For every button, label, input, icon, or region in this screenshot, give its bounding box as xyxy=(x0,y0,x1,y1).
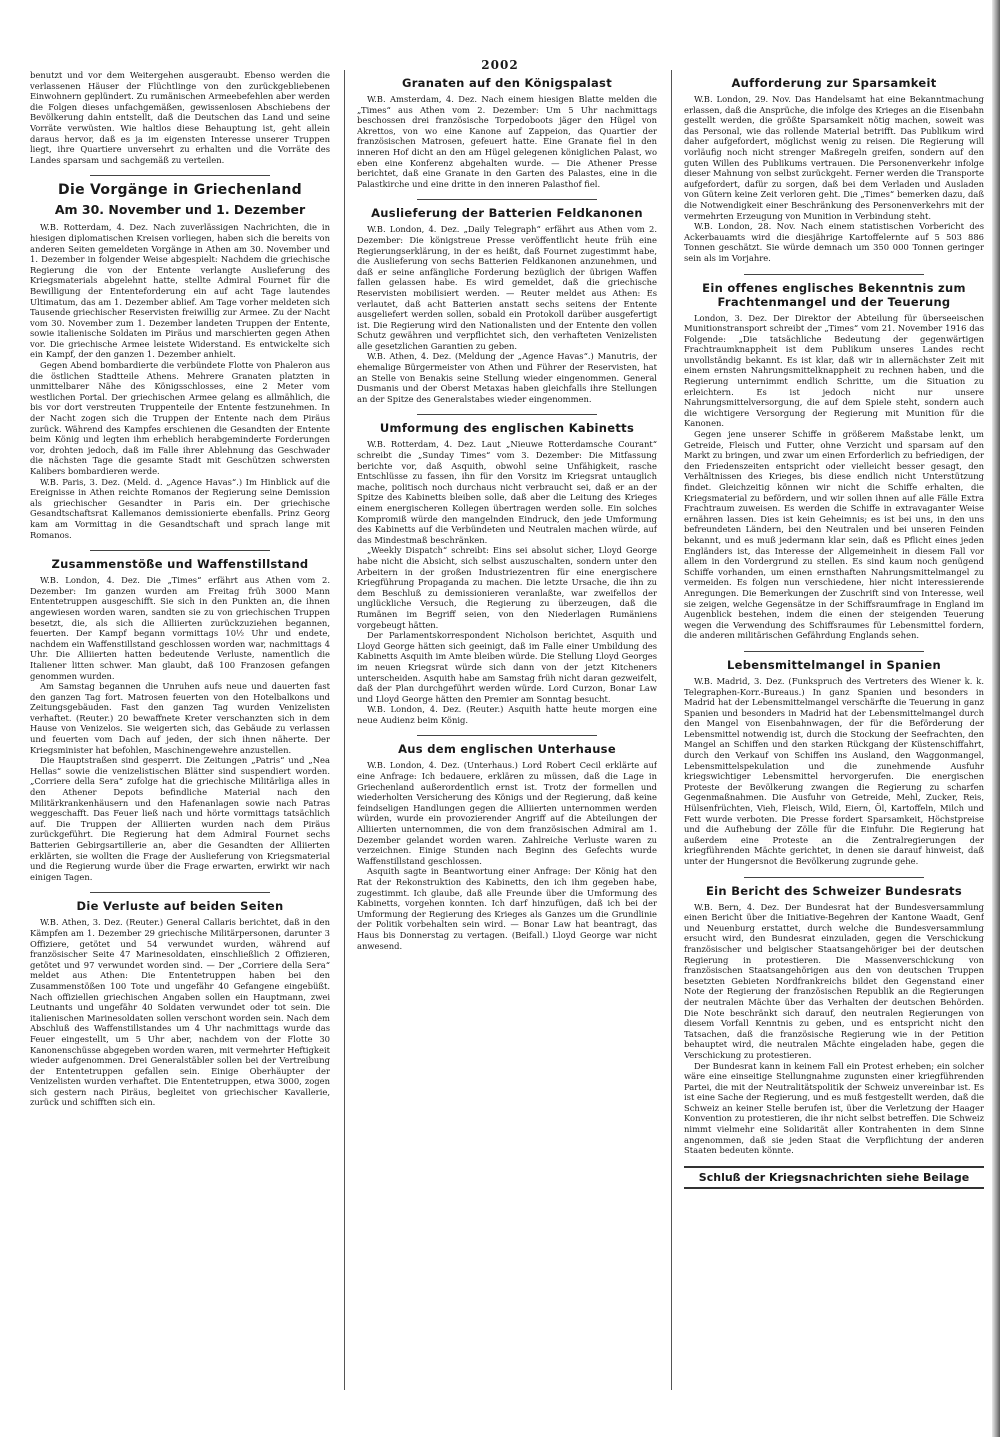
article-grenades-palace xyxy=(357,76,657,189)
article-freight-shortage xyxy=(684,281,984,641)
article-paragraph: W.B. London, 4. Dez. (Unterhaus.) Lord Robert Cecil erklärte auf eine Anfrage: Ich bedauere, erklären zu müssen, daß die Lage in Griechenland außerordentlich ernst ist. Trotz der formellen und wiederholten Versicherung des Königs und der Regierung, daß keine feindseligen Handlungen gegen die Alliierten unternommen werden würden, wurde ein provozierender Angriff auf die Abteilungen der Alliierten unternommen, die von dem französischen Admiral am 1. Dezember gelandet worden waren. Zahlreiche Verluste waren zu verzeichnen. Einige Stunden nach Beginn des Gefechts wurde Waffenstillstand geschlossen. xyxy=(357,760,657,866)
article-headline: Die Vorgänge in Griechenland xyxy=(58,182,302,199)
article-headline: Zusammenstöße und Waffenstillstand xyxy=(51,557,309,572)
article-headline: Aufforderung zur Sparsamkeit xyxy=(731,76,937,90)
article-paragraph: W.B. Athen, 3. Dez. (Reuter.) General Callaris berichtet, daß in den Kämpfen am 1. Dezember 29 griechische Militärpersonen, darunter 3 Offiziere, getötet und 54 verwundet wurden, während auf französischer Seite 47 Marinesoldaten, einschließlich 2 Offizieren, getötet und 97 verwundet worden sind. — Der „Corriere della Sera“ meldet aus Athen: Die Ententetruppen haben bei den Zusammenstößen 100 Tote und ungefähr 40 Gefangene eingebüßt. Nach offiziellen griechischen Angaben sollen ein Hauptmann, zwei Leutnants und ungefähr 40 Soldaten verwundet oder tot sein. Die italienischen Marinesoldaten sollen verschont worden sein. Nach dem Abschluß des Waffenstillstandes um 4 Uhr nachmittags wurde das Feuer eingestellt, um 5 Uhr aber, nachdem von der Flotte 30 Kanonenschüsse abgegeben worden waren, mit vermehrter Heftigkeit wieder aufgenommen. Drei Generalstäbler sollen bei der Vertreibung der Ententetruppen gefallen sein. Einige Oberhäupter der Venizelisten wurden verhaftet. Die Ententetruppen, etwa 3000, zogen sich gestern nach Piräus, begleitet von griechischer Kavallerie, zurück und schifften sich ein. xyxy=(30,917,330,1108)
article-losses xyxy=(30,899,330,1108)
article-continuation xyxy=(30,70,330,165)
divider xyxy=(744,877,924,878)
divider xyxy=(744,651,924,652)
column-1 xyxy=(30,70,330,1390)
article-headline: Lebensmittelmangel in Spanien xyxy=(727,657,941,672)
article-paragraph: W.B. Amsterdam, 4. Dez. Nach einem hiesigen Blatte melden die „Times“ aus Athen vom 2. Dezember: Um 5 Uhr nachmittags beschossen drei französische Torpedoboots jäger den Hügel von Akrettos, von wo eine Kanone auf Zappeion, das Quartier der französischen Matrosen, gefeuert hatte. Eine Granate fiel in den inneren Hof dicht an den am Hügel gelegenen königlichen Palast, wo eben eine Konferenz abgehalten wurde. — Die Athener Presse berichtet, daß eine Granate in den Garten des Palastes, eine in die Palastkirche und eine dritte in den inneren Palasthof fiel. xyxy=(357,94,657,189)
divider xyxy=(744,274,924,275)
column-2 xyxy=(357,70,657,1390)
newspaper-columns xyxy=(30,70,985,1390)
article-paragraph: W.B. Paris, 3. Dez. (Meld. d. „Agence Havas“.) Im Hinblick auf die Ereignisse in Athen reichte Romanos der Regierung seine Demission als griechischer Gesandter in Paris ein. Der griechische Gesandtschaftsrat Kallemanos demissionierte ebenfalls. Prinz Georg kam am Vormittag in die Gesandtschaft und sprach lange mit Romanos. xyxy=(30,476,330,540)
column-3 xyxy=(684,70,984,1390)
article-paragraph: W.B. Athen, 4. Dez. (Meldung der „Agence Havas“.) Manutris, der ehemalige Bürgermeister von Athen und Führer der Reservisten, hat an Stelle von Benakis seine Stellung wieder eingenommen. General Dusmanis und der Oberst Metaxas haben gleichfalls ihre Stellungen an der Spitze des Generalstabes wieder eingenommen. xyxy=(357,351,657,404)
article-house-of-commons xyxy=(357,742,657,951)
article-paragraph: W.B. London, 29. Nov. Das Handelsamt hat eine Bekanntmachung erlassen, daß die Ansprüche, die infolge des Krieges an die Eisenbahn gestellt werden, die größte Sparsamkeit nötig machen, soweit was das Personal, wie das rollende Material betrifft. Das Publikum wird daher aufgefordert, möglichst wenig zu reisen. Die Regierung will vorläufig noch nicht strenger Maßregeln greifen, sondern auf den guten Willen des Publikums vertrauen. Die Personenverkehr infolge dieser Mahnung von selbst zurückgeht. Ferner werden die Transporte aufgefordert, dafür zu sorgen, daß bei dem Verladen und Ausladen von Gütern keine Zeit verloren geht. Die „Times“ bemerken dazu, daß die Notwendigkeit einer Beschränkung des Personenverkehrs mit der vermehrten Erzeugung von Munition in Verbindung steht. xyxy=(684,94,984,221)
article-paragraph: W.B. London, 4. Dez. Die „Times“ erfährt aus Athen vom 2. Dezember: Im ganzen wurden am Freitag früh 3000 Mann Ententetruppen ausgeschifft. Sie sich in den Punkten an, die ihnen angewiesen worden waren, sandten sie zu von griechischen Truppen besetzt, die, als sich die Alliierten zurückzuziehen begannen, feuerten. Der Kampf begann vormittags 10½ Uhr und endete, nachdem ein Waffenstillstand geschlossen worden war, nachmittags 4 Uhr. Die Alliierten hatten bedeutende Verluste, namentlich die Italiener litten schwer. Man glaubt, daß 100 Franzosen gefangen genommen wurden. xyxy=(30,575,330,681)
article-paragraph: W.B. Rotterdam, 4. Dez. Laut „Nieuwe Rotterdamsche Courant“ schreibt die „Sunday Times“ vom 3. Dezember: Die Mitfassung berichte vor, daß Asquith, obwohl seine Unfähigkeit, rasche Entschlüsse zu fassen, ihn für den Vorsitz im Kriegsrat untauglich mache, politisch noch durchaus nicht verbraucht sei, daß er an der Spitze des Kabinetts bleiben solle, daß aber die Leitung des Krieges einem energischeren Kollegen übertragen werden solle. Ein solches Kompromiß würde den mangelnden Eindruck, den jede Umformung des Kabinetts auf die Verbündeten und Neutralen machen würde, auf das Mindestmaß beschränken. xyxy=(357,439,657,545)
article-headline: Auslieferung der Batterien Feldkanonen xyxy=(371,206,643,221)
article-paragraph: Der Bundesrat kann in keinem Fall ein Protest erheben; ein solcher wäre eine einseitige Stellungnahme zugunsten einer kriegführenden Partei, die mit der Neutralitätspolitik der Schweiz unvereinbar ist. Es ist eine Sache der Regierung, und es muß festgestellt werden, daß die Schweiz an keiner Stelle berufen ist, über die Verletzung der Haager Konvention zu protestieren, die ihr nicht selbst betreffen. Die Schweiz nimmt vielmehr eine Solidarität aller Kontrahenten in dem Sinne angenommen, daß sie jeden Staat die Verpflichtung der anderen Staaten bedeuten könnte. xyxy=(684,1060,984,1156)
article-paragraph: W.B. Madrid, 3. Dez. (Funkspruch des Vertreters des Wiener k. k. Telegraphen-Korr.-Bureaus.) In ganz Spanien und besonders in Madrid hat der Lebensmittelmangel verschärfte die Teuerung in ganz Spanien und besonders in Madrid hat der Lebensmittelmangel durch den Mangel von Eisenbahnwagen, der für die Beförderung der Lebensmittel notwendig ist, durch die Stockung der Seefrachten, den Mangel an Schiffen und den starken Rückgang der Küstenschiffahrt, durch den Verkauf von Schiffen ins Ausland, den Waggonmangel, Lebensmittelspekulation und die zunehmende Ausfuhr kriegswichtiger Lebensmittel hervorgerufen. Die energischen Proteste der Bevölkerung zwangen die Regierung zu scharfen Gegenmaßnahmen. Die Ausfuhr von Getreide, Mehl, Zucker, Reis, Hülsenfrüchten, Vieh, Fleisch, Wild, Eiern, Öl, Kartoffeln, Milch und Fett wurde verboten. Die Presse fordert Sparsamkeit, Höchstpreise und die Aufhebung der Zölle für die Einfuhr. Die Regierung hat außerdem eine Proteste an die Zentralregierungen der kriegführenden Mächte gerichtet, in denen sie darauf hinweist, daß unter der Hungersnot die Bevölkerung zugrunde gehe. xyxy=(684,675,984,866)
article-paragraph: London, 3. Dez. Der Direktor der Abteilung für überseeischen Munitionstransport schreibt der „Times“ vom 21. November 1916 das Folgende: „Die tatsächliche Bedeutung der gegenwärtigen Frachtraumknappheit ist dem Publikum unseres Landes recht unvollständig bekannt. Es ist klar, daß wir in allernächster Zeit mit einem ernsten Nahrungsmittelknappheit zu rechnen haben, und die Regierung unternimmt endlich Schritte, um die Situation zu erleichtern. Es ist jedoch nicht nur unsere Nahrungsmittelversorgung, die auf dem Spiele steht, sondern auch die wichtigere Versorgung der Regierung mit Munition für die Kanonen. xyxy=(684,312,984,429)
article-headline: Granaten auf den Königspalast xyxy=(401,76,613,90)
closing-note: Schluß der Kriegsnachrichten siehe Beilage xyxy=(684,1166,984,1189)
article-headline: Ein Bericht des Schweizer Bundesrats xyxy=(706,883,962,898)
article-paragraph: W.B. Bern, 4. Dez. Der Bundesrat hat der Bundesversammlung einen Bericht über die Initiative-Begehren der Kantone Waadt, Genf und Neuenburg erstattet, durch welche die Bundesversammlung ersucht wird, den Bundesrat einzuladen, gegen die Verschickung französischer und belgischer Staatsangehöriger bei der deutschen Regierung in protestieren. Die Massenverschickung von französischen Staatsangehörigen aus den von deutschen Truppen besetzten Gebieten Nordfrankreichs bildet den Gegenstand einer Note der Regierung der französischen Republik an die Regierungen der neutralen Mächte über das Verhalten der deutschen Behörden. Die Note beschränkt sich darauf, den neutralen Regierungen von diesem Vorfall Kenntnis zu geben, und es entspricht nicht den Tatsachen, daß die französische Regierung wie in der Petition behauptet wird, die neutralen Mächte eingeladen habe, gegen die Verschickung zu protestieren. xyxy=(684,901,984,1060)
article-paragraph: W.B. London, 28. Nov. Nach einem statistischen Vorbericht des Ackerbauamts wird die diesjährige Kartoffelernte auf 5 503 886 Tonnen geschätzt. Sie würde demnach um 350 000 Tonnen geringer sein als im Vorjahre. xyxy=(684,221,984,263)
divider xyxy=(90,175,270,176)
article-paragraph: W.B. London, 4. Dez. „Daily Telegraph“ erfährt aus Athen vom 2. Dezember: Die königstreue Presse veröffentlicht heute früh eine Regierungserklärung, in der es heißt, daß Fournet zugestimmt habe, die Auslieferung von sechs Batterien Feldkanonen anzunehmen, und daß er seine anfängliche Forderung bezüglich der übrigen Waffen fallen gelassen habe. Es wird gemeldet, daß die griechische Reservisten mobilisiert werden. — Reuter meldet aus Athen: Es verlautet, daß acht Batterien anstatt sechs seitens der Entente ausgeliefert werden sollen, sobald ein Protokoll darüber ausgefertigt ist. Die Regierung wird den Nationalisten und der Entente den vollen Schutz gewähren und verpflichtet sich, den verhafteten Venizelisten alle gesetzlichen Garantien zu geben. xyxy=(357,224,657,351)
article-paragraph: „Weekly Dispatch“ schreibt: Eins sei absolut sicher, Lloyd George habe nicht die Absicht, sich selbst auszuschalten, sondern unter den Arbeitern in der großen Industriezentren für eine energischere Kriegführung Propaganda zu machen. Die letzte Ursache, die ihn zu dem Beschluß zu demissionieren veranlaßte, war zweifellos der unglückliche Versuch, die Regierung zu überzeugen, daß die Rumänen im Begriff seien, von den Niederlagen Rumäniens vorgebeugt hätten. xyxy=(357,545,657,630)
article-clashes-ceasefire xyxy=(30,557,330,882)
article-batteries xyxy=(357,206,657,404)
article-headline: Die Verluste auf beiden Seiten xyxy=(76,899,284,914)
article-paragraph: Gegen Abend bombardierte die verbündete Flotte von Phaleron aus die östlichen Stadtteile Athens. Mehrere Granaten platzten in unmittelbarer Nähe des Königsschlosses, eine 2 Meter vom westlichen Portal. Der griechischen Armee gelang es allmählich, die bis vor dort verstreuten Truppenteile der Entente festzunehmen. In der Nacht zogen sich die Truppen der Entente nach dem Piräus zurück. Während des Kampfes erschienen die Gesandten der Entente beim König und legten ihm erheblich herabgeminderte Forderungen vor, drohten jedoch, daß im Falle ihrer Ablehnung das Geschwader die nächsten Tage die gesamte Stadt mit Geschützen schwersten Kalibers bombardieren werde. xyxy=(30,360,330,476)
divider xyxy=(90,892,270,893)
article-cabinet xyxy=(357,421,657,725)
article-paragraph: Der Parlamentskorrespondent Nicholson berichtet, Asquith und Lloyd George hätten sich geeinigt, daß im Falle einer Umbildung des Kabinetts Asquith im Amte bleiben würde. Die Stellung Lloyd Georges im neuen Kriegsrat würde sich dann von der jetzt Kitcheners unterscheiden. Asquith habe am Samstag früh nicht daran gezweifelt, daß der Plan durchgeführt werden würde. Lord Curzon, Bonar Law und Lloyd George hätten den Premier am Sonntag besucht. xyxy=(357,630,657,704)
article-headline: Aus dem englischen Unterhause xyxy=(398,742,616,757)
page-edge-shadow xyxy=(992,0,1000,1437)
divider xyxy=(417,414,597,415)
divider xyxy=(417,199,597,200)
article-headline: Umformung des englischen Kabinetts xyxy=(379,421,635,436)
article-paragraph: Am Samstag begannen die Unruhen aufs neue und dauerten fast den ganzen Tag fort. Matrosen feuerten von den Hotelbalkons und Zeitungsgebäuden. Fast den ganzen Tag wurden Venizelisten verhaftet. (Reuter.) 20 bewaffnete Kreter verschanzten sich in dem Hause von Venizelos. Sie weigerten sich, das Gebäude zu verlassen und feuerten vom Dach auf jeden, der sich ihnen näherte. Der Kriegsminister hat befohlen, Maschinengewehre anzustellen. xyxy=(30,681,330,755)
article-swiss-report xyxy=(684,884,984,1156)
page-number: 2002 xyxy=(481,58,519,72)
article-paragraph: W.B. London, 4. Dez. (Reuter.) Asquith hatte heute morgen eine neue Audienz beim König. xyxy=(357,704,657,725)
divider xyxy=(417,735,597,736)
article-spain-food xyxy=(684,658,984,867)
article-paragraph: Asquith sagte in Beantwortung einer Anfrage: Der König hat den Rat der Rekonstruktion des Kabinetts, den ich ihm gegeben habe, zugestimmt. Ich glaube, daß alle Freunde über die Umformung des Kabinetts, vorgehen konnten. Ich darf hinzufügen, daß ich bei der Umformung der Regierung des Krieges als Ganzes um die Grundlinie der Politik vorbehalten sein wird. — Bonar Law hat beantragt, das Haus bis Donnerstag zu vertagen. (Beifall.) Lloyd George war nicht anwesend. xyxy=(357,866,657,951)
article-paragraph: Die Hauptstraßen sind gesperrt. Die Zeitungen „Patris“ und „Nea Hellas“ sowie die venizelistischen Blätter sind suspendiert worden. „Corriere della Sera“ zufolge hat die griechische Militärliga alles in den Athener Depots befindliche Material nach den Militärkrankenhäusern und den Hafenanlagen sowie nach Patras weggeschafft. Das Feuer ließ nach und hörte vormittags tatsächlich auf. Die Truppen der Alliierten wurden nach dem Piräus zurückgeführt. Die Regierung hat dem Admiral Fournet sechs Batterien Gebirgsartillerie an, aber die Gesandten der Alliierten erklärten, sie wollten die Frage der Auslieferung von Kriegsmaterial und die Regierung wurde über die Frage erwarten, erwirkt wir nach einigen Tagen. xyxy=(30,755,330,882)
article-paragraph: W.B. Rotterdam, 4. Dez. Nach zuverlässigen Nachrichten, die in hiesigen diplomatischen Kreisen vorliegen, haben sich die bereits von anderen Seiten gemeldeten Vorgänge in Athen am 30. November und 1. Dezember in folgender Weise abgespielt: Nachdem die griechische Regierung die von der Entente verlangte Auslieferung des Kriegsmaterials abgelehnt hatte, stellte Admiral Fournet für die Bewilligung der Ententeforderung ein auf acht Tage lautendes Ultimatum, das am 1. Dezember ablief. Am Tage vorher meldeten sich Tausende griechischer Reservisten freiwillig zur Armee. Zu der Nacht vom 30. November zum 1. Dezember landeten Truppen der Entente, sowie italienische Soldaten im Piräus und marschierten gegen Athen vor. Die griechische Armee leistete Widerstand. Es entwickelte sich ein Kampf, der den ganzen 1. Dezember anhielt. xyxy=(30,222,330,360)
article-thrift xyxy=(684,76,984,264)
divider xyxy=(90,550,270,551)
article-subheadline: Am 30. November und 1. Dezember xyxy=(54,202,306,218)
article-paragraph: benutzt und vor dem Weitergehen ausgeraubt. Ebenso werden die verlassenen Häuser der Flüchtlinge von den zurückgebliebenen Einwohnern geplündert. Zu rumänischen Armeebefehlen aber werden die Folgen dieses unfachgemäßen, gewissenlosen Abschiebens der Bevölkerung dahin entstellt, daß die Deutschen das Land und seine Vorräte verwüsten. Wie haltlos diese Behauptung ist, geht allein daraus hervor, daß es ja im eigensten Interesse unserer Truppen liegt, ihre Quartiere unversehrt zu erhalten und die Vorräte des Landes sparsam und sachgemäß zu verteilen. xyxy=(30,70,330,165)
article-greece-events xyxy=(30,182,330,540)
article-headline: Ein offenes englisches Bekenntnis zum Frachtenmangel und der Teuerung xyxy=(702,280,966,309)
article-paragraph: Gegen jene unserer Schiffe in größerem Maßstabe lenkt, um Getreide, Fleisch und Futter, ohne Verzicht und sparsam auf den Markt zu bringen, und zwar um einen Erforderlich zu befriedigen, der den Friedenszeiten entspricht oder vielleicht besser gesagt, den Verhältnissen des Krieges, bis diese endlich nicht Unterstützung findet. Gleichzeitig können wir nicht die Schiffe erhalten, die Kriegsmaterial zu befördern, und wir sollen ihnen auf alle Fälle Extra Frachtraum zuweisen. Es werden die Schiffe in extravaganter Weise ernähren lassen. Dies ist kein Geheimnis; es ist bei uns, in den uns befreundeten Ländern, bei den Neutralen und bei unseren Feinden bekannt, und es muß jedermann klar sein, daß es Pflicht eines jeden Engländers ist, das Interesse der Allgemeinheit in diesem Fall vor allem in den Vordergrund zu stellen. Es sind kaum noch genügend Schiffe vorhanden, um einen ernsthaften Nahrungsmittelmangel zu vermeiden. Es folgen nun verschiedene, hier nicht interessierende Anregungen. Die Bemerkungen der Zuschrift sind von Interesse, weil sie zeigen, welche Gegensätze in der Schiffsraumfrage in England im Augenblick bestehen, indem die einen der steigenden Teuerung wegen die Verwendung des Schiffsraumes für Lebensmittel fordern, die anderen militärischen Gefährdung Englands sehen. xyxy=(684,429,984,641)
